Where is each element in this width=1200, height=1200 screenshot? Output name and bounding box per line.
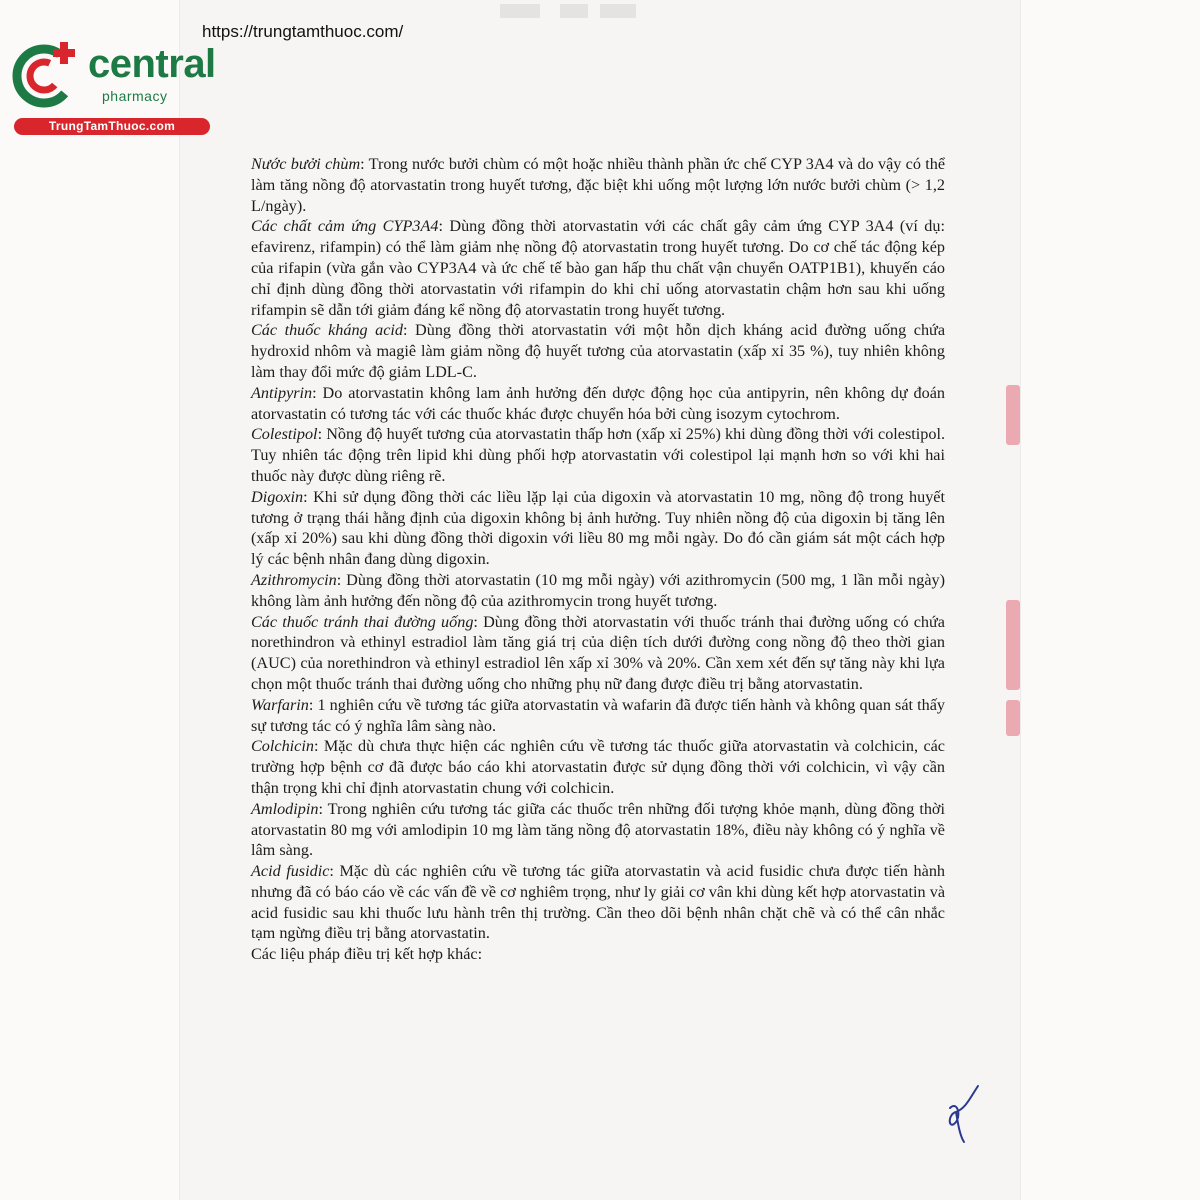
- paragraph-term: Colchicin: [251, 737, 314, 756]
- paragraph-text: : Dùng đồng thời atorvastatin với thuốc tránh thai đường uống có chứa norethindron và ethinyl estradiol làm tăng giá trị của diện tích dưới đường cong nồng độ theo thời gian (AUC) của norethindron và ethinyl estradiol lên xấp xỉ 30% và 20%. Cần xem xét đến sự tăng này khi lựa chọn một thuốc tránh thai đường uống cho những phụ nữ đang được điều trị bằng atorvastatin.: [251, 612, 945, 693]
- signature-mark: [940, 1078, 990, 1148]
- paragraph: [251, 424, 945, 486]
- paragraph-text: Các liệu pháp điều trị kết hợp khác:: [251, 945, 483, 964]
- paragraph: [251, 154, 945, 216]
- paragraph: [251, 216, 945, 320]
- paragraph-term: Amlodipin: [251, 799, 319, 818]
- paragraph: [251, 487, 945, 570]
- scan-smudge: [500, 4, 540, 18]
- paragraph-term: Các chất cảm ứng CYP3A4: [251, 217, 439, 236]
- paragraph-text: : 1 nghiên cứu về tương tác giữa atorvastatin và wafarin đã được tiến hành và không quan sát thấy sự tương tác có ý nghĩa lâm sàng nào.: [251, 695, 945, 735]
- paragraph-text: : Dùng đồng thời atorvastatin với các chất gây cảm ứng CYP 3A4 (ví dụ: efavirenz, rifampin) có thể làm giảm nhẹ nồng độ atorvastatin trong huyết tương. Do cơ chế tác động kép của rifapin (vừa gắn vào CYP3A4 và ức chế tế bào gan hấp thu chất vận chuyển OATP1B1), khuyến cáo chỉ định dùng đồng thời atorvastatin với rifampin do khi chỉ uống atorvastatin chậm hơn sau khi uống rifampin sẽ dẫn tới giảm đáng kể nồng độ atorvastatin trong huyết tương.: [251, 217, 945, 319]
- brand-logo[interactable]: [10, 38, 215, 138]
- logo-banner: TrungTamThuoc.com: [14, 118, 210, 135]
- paragraph-text: : Dùng đồng thời atorvastatin với một hỗn dịch kháng acid đường uống chứa hydroxid nhôm và magiê làm giảm nồng độ huyết tương của atorvastatin (xấp xỉ 35 %), tuy nhiên không làm thay đổi mức độ giảm LDL-C.: [251, 321, 945, 381]
- logo-name: central: [88, 42, 216, 86]
- paragraph: [251, 944, 945, 965]
- paragraph: [251, 695, 945, 737]
- paragraph-term: Antipyrin: [251, 383, 313, 402]
- paragraph-term: Nước bưởi chùm: [251, 155, 361, 173]
- paragraph: [251, 736, 945, 798]
- paragraph: [251, 383, 945, 425]
- paragraph-text: : Nồng độ huyết tương của atorvastatin thấp hơn (xấp xỉ 25%) khi dùng đồng thời với colestipol. Tuy nhiên tác động trên lipid khi dùng phối hợp atorvastatin với colestipol lại mạnh hơn so với khi hai thuốc này được dùng riêng rẽ.: [251, 425, 945, 485]
- paragraph-text: : Khi sử dụng đồng thời các liều lặp lại của digoxin và atorvastatin 10 mg, nồng độ trong huyết tương ở trạng thái hằng định của digoxin không bị ảnh hưởng. Tuy nhiên nồng độ của digoxin bị tăng lên (xấp xỉ 20%) sau khi dùng đồng thời digoxin với liều 80 mg mỗi ngày. Do đó cần giám sát một cách hợp lý các bệnh nhân đang dùng digoxin.: [251, 487, 945, 569]
- paragraph-term: Warfarin: [251, 695, 309, 714]
- paragraph-text: : Dùng đồng thời atorvastatin (10 mg mỗi ngày) với azithromycin (500 mg, 1 lần mỗi ngày) không làm ảnh hưởng đến nồng độ của azithromycin trong huyết tương.: [251, 570, 945, 610]
- paragraph: [251, 861, 945, 944]
- paragraph-term: Digoxin: [251, 487, 304, 506]
- logo-subtitle: pharmacy: [102, 88, 168, 104]
- paragraph-term: Azithromycin: [251, 570, 337, 589]
- paragraph-term: Các thuốc tránh thai đường uống: [251, 612, 474, 631]
- source-url[interactable]: https://trungtamthuoc.com/: [202, 22, 404, 41]
- paragraph: [251, 570, 945, 612]
- scan-smudge: [600, 4, 636, 18]
- scan-smudge: [560, 4, 588, 18]
- paragraph-text: : Trong nước bưởi chùm có một hoặc nhiều thành phần ức chế CYP 3A4 và do vậy có thể làm tăng nồng độ atorvastatin trong huyết tương, đặc biệt khi uống một lượng lớn nước bưởi chùm (> 1,2 L/ngày).: [251, 155, 945, 215]
- document-body: [251, 154, 945, 965]
- paragraph-text: : Mặc dù các nghiên cứu về tương tác giữa atorvastatin và acid fusidic chưa được tiến hành nhưng đã có báo cáo về các vấn đề về cơ nghiêm trọng, như ly giải cơ vân khi dùng kết hợp atorvastatin và acid fusidic sau khi thuốc lưu hành trên thị trường. Cần theo dõi bệnh nhân chặt chẽ và có thể cân nhắc tạm ngừng điều trị bằng atorvastatin.: [251, 862, 946, 943]
- pharmacy-logo-icon: [10, 38, 82, 110]
- paragraph-text: : Do atorvastatin không lam ảnh hưởng đến dược động học của antipyrin, nên không dự đoán atorvastatin có tương tác với các thuốc khác được chuyển hóa bởi cùng isozym cytochrom.: [251, 383, 945, 423]
- stamp-mark: [1006, 700, 1020, 736]
- paragraph: [251, 799, 945, 861]
- paragraph-text: : Mặc dù chưa thực hiện các nghiên cứu về tương tác thuốc giữa atorvastatin và colchicin, các trường hợp bệnh cơ đã được báo cáo khi atorvastatin được sử dụng đồng thời với colchicin, vì vậy cần thận trọng khi chỉ định atorvastatin chung với colchicin.: [251, 737, 945, 797]
- paragraph-term: Colestipol: [251, 425, 318, 444]
- paragraph-term: Các thuốc kháng acid: [251, 321, 404, 340]
- paragraph: [251, 612, 945, 695]
- paragraph-term: Acid fusidic: [251, 862, 330, 881]
- paragraph-text: : Trong nghiên cứu tương tác giữa các thuốc trên những đối tượng khỏe mạnh, dùng đồng thời atorvastatin 80 mg với amlodipin 10 mg làm tăng nồng độ atorvastatin 18%, điều này không có ý nghĩa về lâm sàng.: [251, 799, 945, 860]
- paragraph: [251, 320, 945, 382]
- stamp-mark: [1006, 600, 1020, 690]
- stamp-mark: [1006, 385, 1020, 445]
